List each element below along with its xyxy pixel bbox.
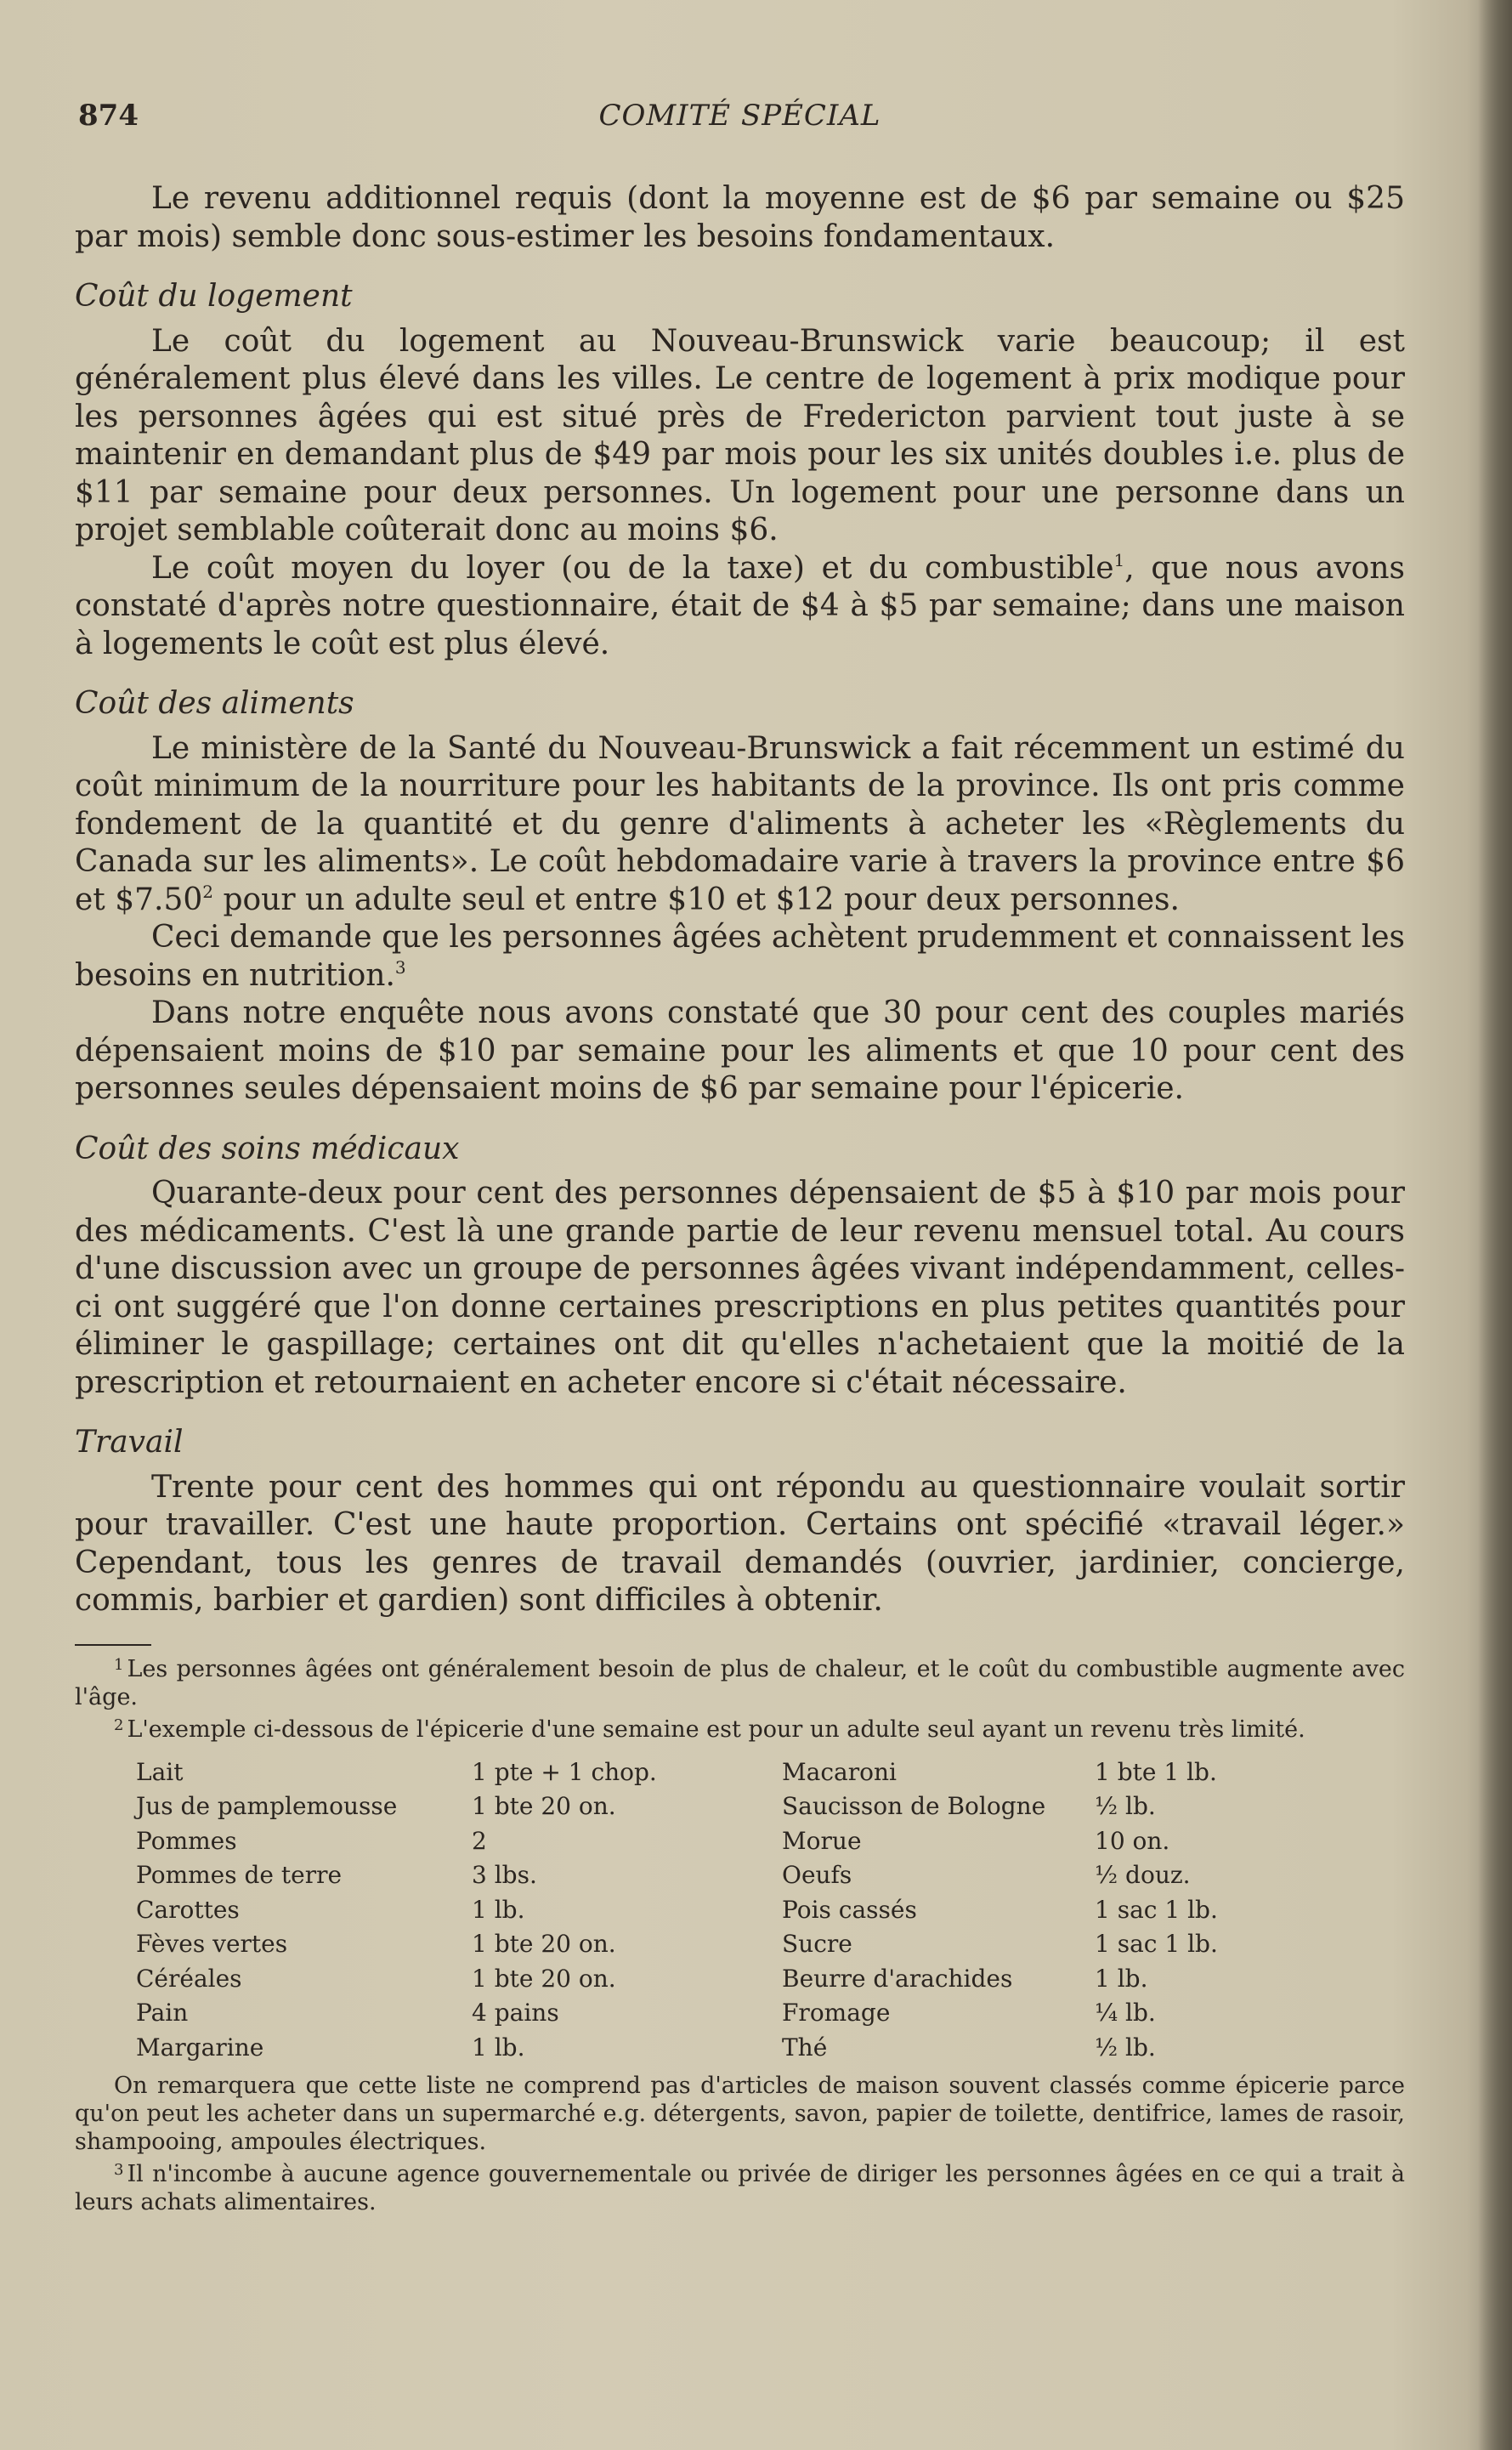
heading-travail: Travail: [75, 1425, 184, 1460]
footnote-ref: 1: [1113, 549, 1125, 570]
text: pour un adulte seul et entre $10 et $12 pour deux personnes.: [213, 882, 1180, 917]
grocery-item: Fèves vertes: [136, 1930, 288, 1958]
grocery-quantity: 1 lb.: [1095, 1964, 1148, 1993]
grocery-item: Pois cassés: [782, 1895, 917, 1924]
grocery-item: Macaroni: [782, 1757, 897, 1786]
running-title: COMITÉ SPÉCIAL: [598, 99, 881, 133]
grocery-quantity: 1 lb.: [472, 1895, 525, 1924]
footnote-2-note: On remarquera que cette liste ne comprend pas d'articles de maison souvent classés comme épicerie parce qu'on peut les acheter dans un supermarché e.g. détergents, savon, papier de toilette, dentifrice, lames de rasoir, shampooing, ampoules électriques.: [75, 2073, 1405, 2155]
grocery-quantity: ¼ lb.: [1095, 1999, 1156, 2027]
grocery-item: Fromage: [782, 1999, 891, 2027]
page-content: [75, 92, 1405, 2216]
text: , que nous avons constaté d'après notre questionnaire, était de $4 à $5 par semaine; dans une maison à logements le coût est plus élevé.: [75, 550, 1405, 661]
grocery-item: Jus de pamplemousse: [136, 1792, 398, 1820]
grocery-quantity: ½ douz.: [1095, 1861, 1191, 1889]
grocery-item: Saucisson de Bologne: [782, 1792, 1046, 1820]
grocery-quantity: 1 lb.: [472, 2033, 525, 2062]
footnote-1: [75, 1651, 1405, 1711]
grocery-quantity: ½ lb.: [1095, 2033, 1156, 2062]
paragraph-loyer: [75, 550, 1405, 664]
paragraph-travail: Trente pour cent des hommes qui ont répondu au questionnaire voulait sortir pour travailler. C'est une haute proportion. Certains ont spécifié «travail léger.» Cependant, tous les genres de travail demandés (ouvrier, jardinier, concierge, commis, barbier et gardien) sont difficiles à obtenir.: [75, 1469, 1405, 1618]
grocery-quantity: 1 bte 20 on.: [472, 1964, 616, 1993]
paragraph-aliments: [75, 730, 1405, 920]
grocery-quantity: 1 bte 20 on.: [472, 1930, 616, 1958]
footnote-mark: 1: [114, 1655, 124, 1674]
grocery-item: Pommes: [136, 1826, 237, 1855]
grocery-quantity: 1 sac 1 lb.: [1095, 1930, 1218, 1958]
page-number: 874: [78, 99, 139, 133]
page-binding-shadow: [1478, 0, 1512, 2450]
grocery-item: Oeufs: [782, 1861, 852, 1889]
grocery-quantity: 1 sac 1 lb.: [1095, 1895, 1218, 1924]
grocery-quantity: 3 lbs.: [472, 1861, 537, 1889]
grocery-item: Morue: [782, 1826, 862, 1855]
paragraph-enquete: Dans notre enquête nous avons constaté que 30 pour cent des couples mariés dépensaient moins de $10 par semaine pour les aliments et que 10 pour cent des personnes seules dépensaient moins de $6 par semaine pour l'épicerie.: [75, 995, 1405, 1106]
grocery-item: Thé: [782, 2033, 828, 2062]
text: L'exemple ci-dessous de l'épicerie d'une semaine est pour un adulte seul ayant un revenu très limité.: [127, 1716, 1305, 1743]
footnote-mark: 2: [114, 1716, 124, 1734]
paragraph-soins: Quarante-deux pour cent des personnes dépensaient de $5 à $10 par mois pour des médicaments. C'est là une grande partie de leur revenu mensuel total. Au cours d'une discussion avec un groupe de personnes âgées vivant indépendamment, celles-ci ont suggéré que l'on donne certaines prescriptions en plus petites quantités pour éliminer le gaspillage; certaines ont dit qu'elles n'achetaient que la moitié de la prescription et retournaient en acheter encore si c'était nécessaire.: [75, 1176, 1405, 1400]
grocery-item: Lait: [136, 1757, 184, 1786]
grocery-quantity: ½ lb.: [1095, 1792, 1156, 1820]
text: Il n'incombe à aucune agence gouvernementale ou privée de diriger les personnes âgées en ce qui a trait à leurs achats alimentaires.: [75, 2161, 1405, 2215]
grocery-item: Margarine: [136, 2033, 264, 2062]
grocery-quantity: 1 bte 20 on.: [472, 1792, 616, 1820]
grocery-quantity: 1 pte + 1 chop.: [472, 1757, 657, 1786]
grocery-item: Pommes de terre: [136, 1861, 343, 1889]
grocery-quantity: 2: [472, 1826, 487, 1855]
grocery-item: Pain: [136, 1999, 189, 2027]
paragraph-logement: Le coût du logement au Nouveau-Brunswick varie beaucoup; il est généralement plus élevé dans les villes. Le centre de logement à prix modique pour les personnes âgées qui est situé près de Fredericton parvient tout juste à se maintenir en demandant plus de $49 par mois pour les six unités doubles i.e. plus de $11 par semaine pour deux personnes. Un logement pour une personne dans un projet semblable coûterait donc au moins $6.: [75, 323, 1405, 547]
footnote-2: [75, 1711, 1405, 1744]
grocery-item: Carottes: [136, 1895, 240, 1924]
grocery-item: Sucre: [782, 1930, 852, 1958]
text: Le ministère de la Santé du Nouveau-Brunswick a fait récemment un estimé du coût minimum de la nourriture pour les habitants de la province. Ils ont pris comme fondement de la quantité et du genre d'aliments à acheter les «Règlements du Canada sur les aliments». Le coût hebdomadaire varie à travers la province entre $6 et $7.50: [75, 730, 1405, 917]
grocery-item: Céréales: [136, 1964, 242, 1993]
text: Le coût moyen du loyer (ou de la taxe) et du combustible: [151, 550, 1114, 586]
heading-aliments: Coût des aliments: [75, 686, 354, 721]
footnote-rule: [75, 1644, 151, 1646]
text: Ceci demande que les personnes âgées achètent prudemment et connaissent les besoins en nutrition.: [75, 920, 1405, 993]
text: Les personnes âgées ont généralement besoin de plus de chaleur, et le coût du combustible augmente avec l'âge.: [75, 1655, 1405, 1710]
grocery-quantity: 1 bte 1 lb.: [1095, 1757, 1217, 1786]
paragraph-revenu: Le revenu additionnel requis (dont la moyenne est de $6 par semaine ou $25 par mois) semble donc sous-estimer les besoins fondamentaux.: [75, 181, 1405, 254]
footnote-ref: 3: [394, 956, 406, 978]
grocery-item: Beurre d'arachides: [782, 1964, 1013, 1993]
footnote-3: [75, 2156, 1405, 2216]
grocery-list: [136, 1755, 1405, 2066]
heading-logement: Coût du logement: [75, 279, 353, 314]
grocery-quantity: 4 pains: [472, 1999, 559, 2027]
footnote-ref: 2: [202, 881, 214, 902]
page-header: [75, 92, 1405, 139]
paragraph-nutrition: [75, 919, 1405, 995]
grocery-quantity: 10 on.: [1095, 1826, 1170, 1855]
heading-soins: Coût des soins médicaux: [75, 1131, 460, 1166]
footnote-mark: 3: [114, 2161, 124, 2179]
